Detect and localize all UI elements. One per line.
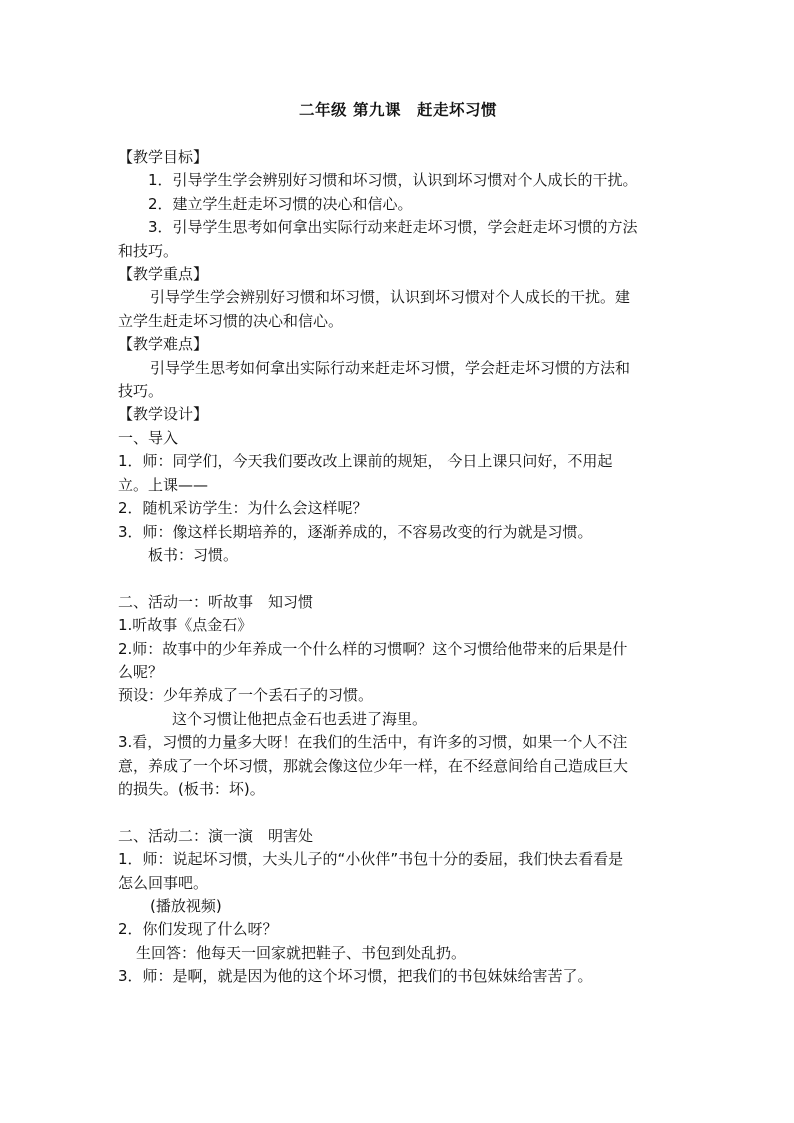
part-2-item-2-line-1: 2.师：故事中的少年养成一个什么样的习惯啊？这个习惯给他带来的后果是什 (118, 639, 628, 658)
part-3-heading: 二、活动二：演一演 明害处 (118, 826, 314, 845)
objective-3-line-2: 和技巧。 (118, 241, 179, 260)
section-heading-design: 【教学设计】 (118, 405, 209, 424)
preset-answer-line-1: 预设：少年养成了一个丢石子的习惯。 (118, 686, 374, 705)
part-3-item-2: 2．你们发现了什么呀？ (118, 920, 278, 939)
part-2-item-3-line-3: 的损失。(板书：坏)。 (118, 779, 265, 798)
board-note-1: 板书：习惯。 (148, 545, 239, 564)
blank-line (118, 801, 678, 824)
part-1-item-3: 3．师：像这样长期培养的，逐渐养成的，不容易改变的行为就是习惯。 (118, 522, 593, 541)
part-3-item-1-line-2: 怎么回事吧。 (118, 873, 209, 892)
objective-1: 1．引导学生学会辨别好习惯和坏习惯，认识到坏习惯对个人成长的干扰。 (148, 171, 638, 190)
blank-line (118, 567, 678, 590)
part-2-item-3-line-1: 3.看，习惯的力量多大呀！在我们的生活中，有许多的习惯，如果一个人不注 (118, 733, 628, 752)
part-1-item-1-line-2: 立。上课—— (118, 475, 209, 494)
part-3-item-3: 3．师：是啊，就是因为他的这个坏习惯，把我们的书包妹妹给害苦了。 (118, 967, 593, 986)
section-heading-objectives: 【教学目标】 (118, 148, 209, 166)
part-2-heading: 二、活动一：听故事 知习惯 (118, 592, 314, 611)
objective-2: 2．建立学生赶走坏习惯的决心和信心。 (148, 194, 413, 213)
difficulties-line-2: 技巧。 (118, 382, 164, 401)
difficulties-line-1: 引导学生思考如何拿出实际行动来赶走坏习惯，学会赶走坏习惯的方法和 (150, 358, 631, 377)
part-1-item-2: 2．随机采访学生：为什么会这样呢？ (118, 499, 368, 518)
key-points-line-1: 引导学生学会辨别好习惯和坏习惯，认识到坏习惯对个人成长的干扰。建 (150, 288, 631, 307)
document-body (118, 96, 678, 989)
part-2-item-3-line-2: 意，养成了一个坏习惯，那就会像这位少年一样，在不经意间给自己造成巨大 (118, 756, 629, 775)
section-heading-difficulties: 【教学难点】 (118, 335, 209, 354)
part-2-item-2-line-2: 么呢？ (118, 662, 164, 681)
part-3-item-1-line-1: 1．师：说起坏习惯，大头儿子的“小伙伴”书包十分的委屈，我们快去看看是 (118, 850, 624, 869)
document-title: 二年级 第九课 赶走坏习惯 (299, 101, 497, 119)
part-2-item-1: 1.听故事《点金石》 (118, 616, 253, 635)
section-heading-key-points: 【教学重点】 (118, 265, 209, 284)
part-1-item-1-line-1: 1．师：同学们，今天我们要改改上课前的规矩， 今日上课只问好，不用起 (118, 452, 613, 471)
play-video-note: (播放视频) (150, 896, 222, 915)
objective-3-line-1: 3．引导学生思考如何拿出实际行动来赶走坏习惯，学会赶走坏习惯的方法 (148, 218, 638, 237)
preset-answer-line-2: 这个习惯让他把点金石也丢进了海里。 (172, 709, 428, 728)
part-1-heading: 一、导入 (118, 428, 179, 447)
student-answer: 生回答：他每天一回家就把鞋子、书包到处乱扔。 (136, 943, 467, 962)
key-points-line-2: 立学生赶走坏习惯的决心和信心。 (118, 311, 344, 330)
